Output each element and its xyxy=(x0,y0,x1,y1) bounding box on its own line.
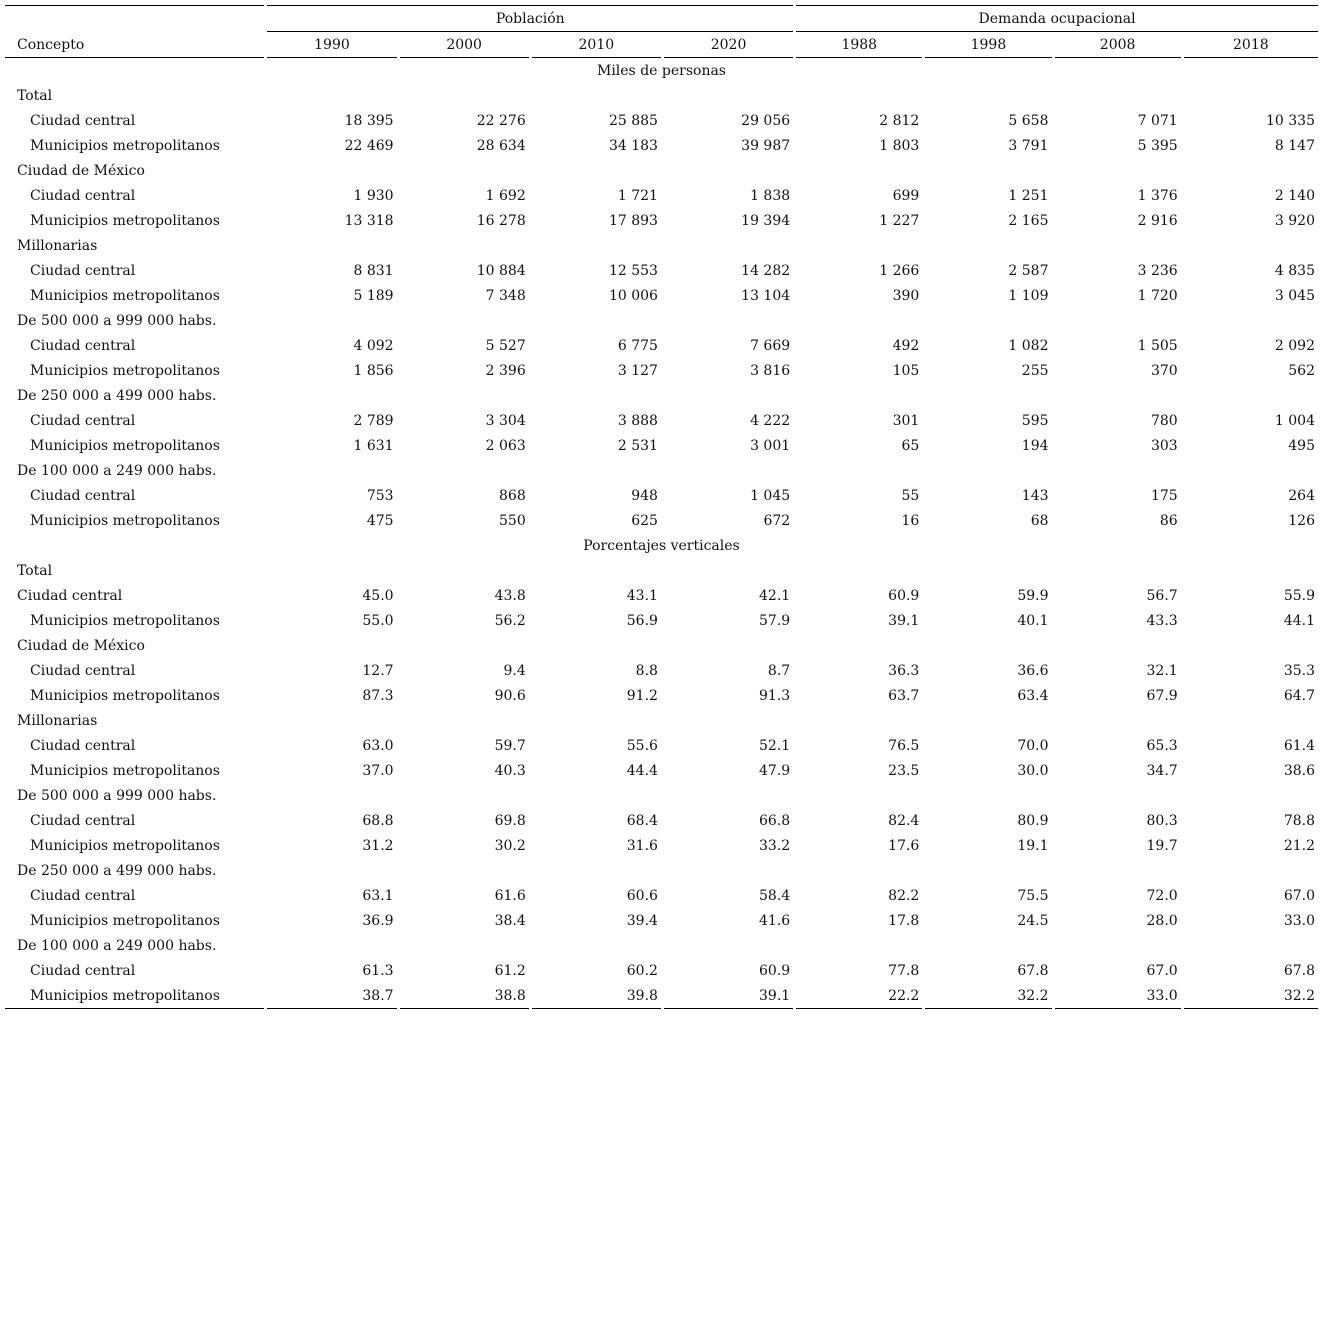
table-cell: 12 553 xyxy=(608,262,658,279)
table-row xyxy=(5,833,1318,858)
table-cell: 301 xyxy=(892,412,920,429)
section-header-row xyxy=(5,58,1318,83)
table-cell: 370 xyxy=(1150,362,1178,379)
table-cell: 63.7 xyxy=(888,687,920,704)
table-cell: 16 278 xyxy=(476,212,526,229)
group-label: De 100 000 a 249 000 habs. xyxy=(17,937,217,954)
table-row xyxy=(5,758,1318,783)
row-label: Ciudad central xyxy=(30,887,136,904)
table-cell: 31.6 xyxy=(626,837,658,854)
table-cell: 1 692 xyxy=(485,187,526,204)
table-cell: 780 xyxy=(1150,412,1178,429)
group-label: Ciudad de México xyxy=(17,162,145,179)
table-row xyxy=(5,408,1318,433)
group-row xyxy=(5,558,1318,583)
table-cell: 1 004 xyxy=(1274,412,1315,429)
table-cell: 1 109 xyxy=(1008,287,1049,304)
table-cell: 43.8 xyxy=(494,587,526,604)
table-cell: 36.9 xyxy=(362,912,394,929)
table-cell: 63.1 xyxy=(362,887,394,904)
table-row xyxy=(5,883,1318,908)
table-cell: 625 xyxy=(631,512,658,529)
table-row xyxy=(5,208,1318,233)
table-cell: 550 xyxy=(499,512,526,529)
section-title: Porcentajes verticales xyxy=(583,537,740,554)
row-label: Ciudad central xyxy=(30,662,136,679)
table-cell: 77.8 xyxy=(888,962,920,979)
group-row xyxy=(5,158,1318,183)
table-cell: 65.3 xyxy=(1146,737,1178,754)
group-row xyxy=(5,308,1318,333)
table-cell: 67.8 xyxy=(1283,962,1315,979)
group-row xyxy=(5,633,1318,658)
group-header-poblacion: Población xyxy=(267,5,793,32)
table-cell: 8 147 xyxy=(1274,137,1315,154)
row-label: Ciudad central xyxy=(30,262,136,279)
table-cell: 2 789 xyxy=(353,412,394,429)
section-header-row xyxy=(5,533,1318,558)
table-cell: 66.8 xyxy=(759,812,791,829)
table-cell: 22.2 xyxy=(796,983,922,1009)
row-label: Municipios metropolitanos xyxy=(30,137,220,154)
row-label: Municipios metropolitanos xyxy=(30,437,220,454)
year-header: 2020 xyxy=(664,32,793,58)
table-cell: 475 xyxy=(366,512,394,529)
row-label: Ciudad central xyxy=(30,112,136,129)
table-cell: 61.2 xyxy=(494,962,526,979)
table-cell: 2 531 xyxy=(617,437,658,454)
table-cell: 34.7 xyxy=(1146,762,1178,779)
year-header: 2010 xyxy=(532,32,661,58)
row-label: Ciudad central xyxy=(17,587,123,604)
table-cell: 67.0 xyxy=(1283,887,1315,904)
table-cell: 38.4 xyxy=(494,912,526,929)
table-cell: 56.7 xyxy=(1146,587,1178,604)
table-cell: 36.6 xyxy=(1017,662,1049,679)
table-cell: 1 505 xyxy=(1137,337,1178,354)
table-cell: 4 092 xyxy=(353,337,394,354)
group-label: De 500 000 a 999 000 habs. xyxy=(17,787,217,804)
group-row xyxy=(5,933,1318,958)
group-label: De 250 000 a 499 000 habs. xyxy=(17,387,217,404)
table-cell: 29 056 xyxy=(741,112,791,129)
table-cell: 68.8 xyxy=(362,812,394,829)
year-header: 1998 xyxy=(925,32,1051,58)
table-cell: 70.0 xyxy=(1017,737,1049,754)
table-cell: 6 775 xyxy=(617,337,658,354)
table-cell: 1 227 xyxy=(879,212,920,229)
row-label: Ciudad central xyxy=(30,737,136,754)
table-cell: 72.0 xyxy=(1146,887,1178,904)
group-label: Total xyxy=(17,562,53,579)
table-row xyxy=(5,983,1318,1009)
table-cell: 38.8 xyxy=(400,983,529,1009)
table-cell: 2 396 xyxy=(485,362,526,379)
row-label: Ciudad central xyxy=(30,962,136,979)
table-cell: 63.0 xyxy=(362,737,394,754)
group-header-row xyxy=(5,5,1318,32)
table-cell: 255 xyxy=(1021,362,1049,379)
table-cell: 22 469 xyxy=(344,137,394,154)
table-row xyxy=(5,508,1318,533)
table-cell: 44.1 xyxy=(1283,612,1315,629)
table-row xyxy=(5,183,1318,208)
table-row xyxy=(5,483,1318,508)
table-cell: 10 335 xyxy=(1266,112,1315,129)
table-cell: 39.1 xyxy=(888,612,920,629)
table-cell: 126 xyxy=(1288,512,1315,529)
table-row xyxy=(5,358,1318,383)
table-cell: 56.9 xyxy=(626,612,658,629)
table-cell: 43.3 xyxy=(1146,612,1178,629)
table-cell: 264 xyxy=(1288,487,1315,504)
table-cell: 76.5 xyxy=(888,737,920,754)
table-cell: 2 916 xyxy=(1137,212,1178,229)
row-label: Ciudad central xyxy=(30,487,136,504)
table-cell: 87.3 xyxy=(362,687,394,704)
table-cell: 17.8 xyxy=(888,912,920,929)
row-label: Municipios metropolitanos xyxy=(30,687,220,704)
table-cell: 60.9 xyxy=(759,962,791,979)
year-header: 2008 xyxy=(1055,32,1181,58)
year-header: 1990 xyxy=(267,32,396,58)
table-cell: 80.9 xyxy=(1017,812,1049,829)
table-cell: 1 251 xyxy=(1008,187,1049,204)
table-row xyxy=(5,658,1318,683)
table-cell: 495 xyxy=(1288,437,1315,454)
table-cell: 43.1 xyxy=(626,587,658,604)
table-cell: 23.5 xyxy=(888,762,920,779)
table-cell: 32.1 xyxy=(1146,662,1178,679)
table-cell: 12.7 xyxy=(362,662,394,679)
table-cell: 1 045 xyxy=(750,487,791,504)
table-cell: 32.2 xyxy=(925,983,1051,1009)
row-label: Ciudad central xyxy=(30,812,136,829)
population-table xyxy=(5,5,1318,1009)
table-cell: 175 xyxy=(1150,487,1178,504)
table-cell: 45.0 xyxy=(362,587,394,604)
table-cell: 80.3 xyxy=(1146,812,1178,829)
table-cell: 13 318 xyxy=(344,212,394,229)
table-cell: 21.2 xyxy=(1283,837,1315,854)
year-header: 2018 xyxy=(1184,32,1318,58)
table-cell: 16 xyxy=(901,512,920,529)
table-cell: 699 xyxy=(892,187,920,204)
group-label: De 250 000 a 499 000 habs. xyxy=(17,862,217,879)
table-row xyxy=(5,908,1318,933)
table-cell: 91.3 xyxy=(759,687,791,704)
table-row xyxy=(5,258,1318,283)
row-label: Municipios metropolitanos xyxy=(30,512,220,529)
row-label: Ciudad central xyxy=(30,412,136,429)
table-cell: 65 xyxy=(901,437,920,454)
concept-header: Concepto xyxy=(5,32,264,58)
table-cell: 3 920 xyxy=(1274,212,1315,229)
table-cell: 39.8 xyxy=(532,983,661,1009)
table-cell: 2 092 xyxy=(1274,337,1315,354)
table-cell: 64.7 xyxy=(1283,687,1315,704)
table-cell: 33.0 xyxy=(1283,912,1315,929)
table-cell: 25 885 xyxy=(608,112,658,129)
table-cell: 3 791 xyxy=(1008,137,1049,154)
year-header: 1988 xyxy=(796,32,922,58)
group-row xyxy=(5,708,1318,733)
group-label: Millonarias xyxy=(17,712,98,729)
table-cell: 562 xyxy=(1288,362,1315,379)
table-cell: 5 395 xyxy=(1137,137,1178,154)
table-cell: 39 987 xyxy=(741,137,791,154)
table-cell: 57.9 xyxy=(759,612,791,629)
table-cell: 10 884 xyxy=(476,262,526,279)
table-cell: 42.1 xyxy=(759,587,791,604)
table-cell: 143 xyxy=(1021,487,1049,504)
table-cell: 1 856 xyxy=(353,362,394,379)
table-cell: 1 838 xyxy=(750,187,791,204)
table-cell: 78.8 xyxy=(1283,812,1315,829)
table-cell: 33.0 xyxy=(1055,983,1181,1009)
group-label: De 100 000 a 249 000 habs. xyxy=(17,462,217,479)
table-cell: 82.4 xyxy=(888,812,920,829)
table-cell: 28.0 xyxy=(1146,912,1178,929)
year-header: 2000 xyxy=(400,32,529,58)
table-row xyxy=(5,683,1318,708)
table-cell: 595 xyxy=(1021,412,1049,429)
table-cell: 60.2 xyxy=(626,962,658,979)
table-row xyxy=(5,333,1318,358)
table-cell: 44.4 xyxy=(626,762,658,779)
row-label: Municipios metropolitanos xyxy=(30,837,220,854)
table-cell: 68.4 xyxy=(626,812,658,829)
table-cell: 17 893 xyxy=(608,212,658,229)
table-cell: 86 xyxy=(1159,512,1178,529)
table-cell: 31.2 xyxy=(362,837,394,854)
table-row xyxy=(5,283,1318,308)
table-cell: 32.2 xyxy=(1184,983,1318,1009)
table-cell: 1 803 xyxy=(879,137,920,154)
table-cell: 55.6 xyxy=(626,737,658,754)
table-cell: 59.7 xyxy=(494,737,526,754)
table-row xyxy=(5,433,1318,458)
table-cell: 40.1 xyxy=(1017,612,1049,629)
table-cell: 948 xyxy=(631,487,658,504)
table-cell: 34 183 xyxy=(608,137,658,154)
table-cell: 7 071 xyxy=(1137,112,1178,129)
group-row xyxy=(5,783,1318,808)
table-cell: 55 xyxy=(901,487,920,504)
group-label: De 500 000 a 999 000 habs. xyxy=(17,312,217,329)
table-cell: 19.7 xyxy=(1146,837,1178,854)
table-cell: 1 720 xyxy=(1137,287,1178,304)
table-cell: 59.9 xyxy=(1017,587,1049,604)
table-cell: 39.4 xyxy=(626,912,658,929)
table-cell: 58.4 xyxy=(759,887,791,904)
table-cell: 3 816 xyxy=(750,362,791,379)
table-cell: 5 189 xyxy=(353,287,394,304)
table-cell: 194 xyxy=(1021,437,1049,454)
table-cell: 1 631 xyxy=(353,437,394,454)
table-cell: 1 082 xyxy=(1008,337,1049,354)
table-cell: 68 xyxy=(1030,512,1049,529)
table-cell: 60.6 xyxy=(626,887,658,904)
row-label: Ciudad central xyxy=(30,337,136,354)
table-cell: 3 304 xyxy=(485,412,526,429)
table-cell: 52.1 xyxy=(759,737,791,754)
group-label: Millonarias xyxy=(17,237,98,254)
table-cell: 1 376 xyxy=(1137,187,1178,204)
table-cell: 3 888 xyxy=(617,412,658,429)
group-row xyxy=(5,458,1318,483)
row-label: Municipios metropolitanos xyxy=(30,287,220,304)
table-cell: 75.5 xyxy=(1017,887,1049,904)
table-cell: 90.6 xyxy=(494,687,526,704)
table-cell: 60.9 xyxy=(888,587,920,604)
table-row xyxy=(5,108,1318,133)
table-cell: 82.2 xyxy=(888,887,920,904)
table-cell: 8.8 xyxy=(635,662,658,679)
table-row xyxy=(5,958,1318,983)
table-body xyxy=(5,58,1318,1009)
table-cell: 67.8 xyxy=(1017,962,1049,979)
row-label: Municipios metropolitanos xyxy=(30,362,220,379)
table-cell: 35.3 xyxy=(1283,662,1315,679)
row-label: Municipios metropolitanos xyxy=(30,912,220,929)
table-cell: 3 045 xyxy=(1274,287,1315,304)
table-row xyxy=(5,608,1318,633)
table-cell: 492 xyxy=(892,337,920,354)
table-cell: 2 165 xyxy=(1008,212,1049,229)
table-cell: 4 222 xyxy=(750,412,791,429)
table-row xyxy=(5,808,1318,833)
table-cell: 40.3 xyxy=(494,762,526,779)
table-cell: 5 658 xyxy=(1008,112,1049,129)
group-row xyxy=(5,383,1318,408)
table-cell: 36.3 xyxy=(888,662,920,679)
table-cell: 7 348 xyxy=(485,287,526,304)
table-cell: 9.4 xyxy=(503,662,526,679)
table-cell: 13 104 xyxy=(741,287,791,304)
table-cell: 67.0 xyxy=(1146,962,1178,979)
table-cell: 61.6 xyxy=(494,887,526,904)
table-row xyxy=(5,733,1318,758)
group-label: Total xyxy=(17,87,53,104)
table-cell: 3 127 xyxy=(617,362,658,379)
table-cell: 19 394 xyxy=(741,212,791,229)
table-cell: 14 282 xyxy=(741,262,791,279)
table-cell: 18 395 xyxy=(344,112,394,129)
table-cell: 61.3 xyxy=(362,962,394,979)
group-row xyxy=(5,858,1318,883)
table-cell: 22 276 xyxy=(476,112,526,129)
table-cell: 55.0 xyxy=(362,612,394,629)
table-cell: 1 930 xyxy=(353,187,394,204)
table-cell: 39.1 xyxy=(664,983,793,1009)
table-cell: 63.4 xyxy=(1017,687,1049,704)
table-cell: 30.0 xyxy=(1017,762,1049,779)
row-label: Municipios metropolitanos xyxy=(5,983,264,1009)
table-cell: 91.2 xyxy=(626,687,658,704)
group-row xyxy=(5,83,1318,108)
table-cell: 19.1 xyxy=(1017,837,1049,854)
table-cell: 3 236 xyxy=(1137,262,1178,279)
group-label: Ciudad de México xyxy=(17,637,145,654)
group-header-demanda: Demanda ocupacional xyxy=(796,5,1318,32)
table-cell: 1 266 xyxy=(879,262,920,279)
table-cell: 2 140 xyxy=(1274,187,1315,204)
table-cell: 61.4 xyxy=(1283,737,1315,754)
table-cell: 5 527 xyxy=(485,337,526,354)
table-cell: 105 xyxy=(892,362,920,379)
table-cell: 4 835 xyxy=(1274,262,1315,279)
table-cell: 2 812 xyxy=(879,112,920,129)
table-cell: 2 063 xyxy=(485,437,526,454)
table-cell: 753 xyxy=(366,487,394,504)
table-cell: 390 xyxy=(892,287,920,304)
table-cell: 41.6 xyxy=(759,912,791,929)
row-label: Ciudad central xyxy=(30,187,136,204)
table-cell: 30.2 xyxy=(494,837,526,854)
table-cell: 17.6 xyxy=(888,837,920,854)
table-cell: 3 001 xyxy=(750,437,791,454)
table-cell: 38.7 xyxy=(267,983,396,1009)
section-title: Miles de personas xyxy=(596,62,726,79)
table-cell: 55.9 xyxy=(1283,587,1315,604)
table-cell: 2 587 xyxy=(1008,262,1049,279)
group-header-blank xyxy=(5,5,264,32)
table-cell: 28 634 xyxy=(476,137,526,154)
table-cell: 69.8 xyxy=(494,812,526,829)
table-cell: 672 xyxy=(763,512,791,529)
row-label: Municipios metropolitanos xyxy=(30,762,220,779)
table-cell: 1 721 xyxy=(617,187,658,204)
row-label: Municipios metropolitanos xyxy=(30,612,220,629)
group-row xyxy=(5,233,1318,258)
row-label: Municipios metropolitanos xyxy=(30,212,220,229)
table-row xyxy=(5,133,1318,158)
table-cell: 38.6 xyxy=(1283,762,1315,779)
table-cell: 8.7 xyxy=(767,662,791,679)
table-cell: 10 006 xyxy=(608,287,658,304)
table-row xyxy=(5,583,1318,608)
table-cell: 47.9 xyxy=(759,762,791,779)
table-cell: 56.2 xyxy=(494,612,526,629)
table-cell: 8 831 xyxy=(353,262,394,279)
table-cell: 37.0 xyxy=(362,762,394,779)
table-cell: 868 xyxy=(499,487,526,504)
table-cell: 7 669 xyxy=(750,337,791,354)
table-cell: 24.5 xyxy=(1017,912,1049,929)
table-cell: 303 xyxy=(1150,437,1178,454)
table-cell: 33.2 xyxy=(759,837,791,854)
year-header-row xyxy=(5,32,1318,58)
table-cell: 67.9 xyxy=(1146,687,1178,704)
